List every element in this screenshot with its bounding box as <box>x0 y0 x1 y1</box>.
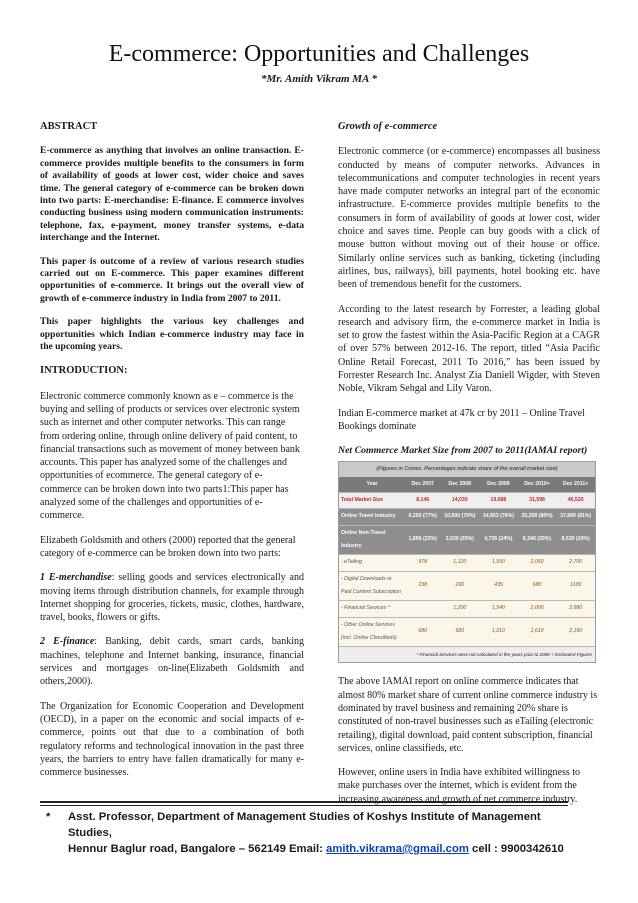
table-cell: 238 <box>405 571 440 601</box>
author-affiliation-footnote <box>46 809 586 857</box>
table-row <box>339 555 595 571</box>
address-text: Hennur Baglur road, Bangalore – 562149 Email: <box>68 843 327 855</box>
table-cell: 680 <box>405 617 440 647</box>
table-row <box>339 493 595 509</box>
paper-title: E-commerce: Opportunities and Challenges <box>108 41 530 67</box>
table-row <box>339 617 595 647</box>
table-header-cell: Year <box>339 477 405 493</box>
table-cell: 2,700 <box>556 555 595 571</box>
emerchandise-label: 1 E-merchandise <box>40 572 112 584</box>
table-cell: 2,050 <box>518 555 557 571</box>
footnote-star: * <box>46 811 51 823</box>
footer-rule-thin <box>40 805 568 806</box>
table-header-cell: Dec 2009 <box>479 477 518 493</box>
table-body <box>339 493 595 647</box>
right-column <box>338 120 600 817</box>
abstract-paragraph-1: E-commerce as anything that involves an online transaction. E-commerce provides multiple benefits to the consumers in form of availability of goods at lower cost, wider choice and saves time. The general category of e-commerce can be broken down into two parts: E-merchandise: E-finance. E commerce involves conducting business using modern communication instruments: telephone, fax, e-payment, money transfer systems, e-data interchange and the Internet. <box>40 145 304 244</box>
table-cell: 8,630 (19%) <box>556 525 595 555</box>
intro-paragraph-2: Elizabeth Goldsmith and others (2000) reported that the general category of e-commerce can be broken down into two parts: <box>40 534 296 559</box>
table-cell: 25,258 (80%) <box>518 509 557 525</box>
author-line: *Mr. Amith Vikram MA * <box>260 73 378 85</box>
table-cell: 14,953 (76%) <box>479 509 518 525</box>
table-cell: 1,540 <box>479 601 518 617</box>
table-row-label: - Other Online Services (incl. Online Classifieds) <box>339 617 405 647</box>
table-cell: 680 <box>518 571 557 601</box>
footer-rule-thick <box>40 801 568 803</box>
figure-note: * Financial Services were not calculated in the years prior to 2008 + Estimated Figures <box>339 647 595 662</box>
table-cell: 1,200 <box>440 601 479 617</box>
table-cell: 6,250 (77%) <box>405 509 440 525</box>
table-row-label: - Financial Services * <box>339 601 405 617</box>
intro-paragraph-efinance <box>40 635 304 688</box>
growth-paragraph-5: However, online users in India have exhibited willingness to make purchases over the internet, which is evident from the increasing awareness and growth of net commerce industry. <box>338 767 581 805</box>
table-cell: 2,000 <box>518 601 557 617</box>
table-row-label: - eTailing <box>339 555 405 571</box>
table-cell: 1,610 <box>518 617 557 647</box>
table-row-label: Online Travel Industry <box>339 509 405 525</box>
email-link[interactable]: amith.vikrama@gmail.com <box>326 843 469 855</box>
growth-paragraph-3: Indian E-commerce market at 47k cr by 2011 – Online Travel Bookings dominate <box>338 407 585 432</box>
market-size-figure <box>338 461 596 664</box>
table-cell: 1,120 <box>440 555 479 571</box>
table-cell: 14,030 <box>440 493 479 509</box>
table-row <box>339 509 595 525</box>
table-cell: 10,500 (75%) <box>440 509 479 525</box>
growth-paragraph-4: The above IAMAI report on online commerce indicates that almost 80% market share of current online commerce industry is dominated by travel business and remaining 20% share is constituted of non-travel businesses such as eTailing (electronic retailing), digital download, paid content subscription, financial services, online classifieds, etc. <box>338 676 598 754</box>
efinance-label: 2 E-finance <box>40 636 95 648</box>
table-cell: 6,340 (20%) <box>518 525 557 555</box>
table-cell <box>405 601 440 617</box>
table-cell: 978 <box>405 555 440 571</box>
table-cell: 19,688 <box>479 493 518 509</box>
figure-title: (Figures in Crores. Percentages indicate share of the overall market size) <box>339 462 595 477</box>
abstract-heading: ABSTRACT <box>40 121 98 132</box>
table-cell: 1,550 <box>479 555 518 571</box>
table-cell: 2,150 <box>556 617 595 647</box>
emerchandise-text: : selling goods and services electronically and moving items through distribution channels, for example through Internet shopping for groceries, tickets, music, clothes, hardware, travel, books, flowers or gifts. <box>40 572 305 624</box>
table-row-label: Online Non-Travel Industry <box>339 525 405 555</box>
figure-caption: Net Commerce Market Size from 2007 to 2011(IAMAI report) <box>338 445 588 457</box>
table-header-cell: Dec 2007 <box>405 477 440 493</box>
market-size-table <box>339 477 595 647</box>
table-cell: 1,210 <box>479 617 518 647</box>
efinance-text: : Banking, debit cards, smart cards, banking machines, telephone and Internet banking, insurance, financial services and mortgages on-line(Elizabeth Goldsmith and others,2000). <box>40 636 304 688</box>
table-cell: 3,530 (25%) <box>440 525 479 555</box>
table-cell: 4,735 (24%) <box>479 525 518 555</box>
introduction-heading: INTRODUCTION: <box>40 365 128 377</box>
growth-paragraph-2: According to the latest research by Forrester, a leading global research and advisory firm, the e-commerce market in India is set to grow the fastest within the Asia-Pacific Region at a CAGR of over 57% between 2012-16. The report, titled “Asia Pacific Online Retail Forecast, 2011 To 2016,” has been issued by Forrester Research Inc. Analyst Zia Daniell Wigder, with Steven Noble, Vikram Sehgal and Lily Varon. <box>338 303 600 395</box>
intro-paragraph-emerchandise <box>40 571 304 624</box>
table-cell: 1100 <box>556 571 595 601</box>
table-cell: 1,896 (23%) <box>405 525 440 555</box>
left-column <box>40 120 304 790</box>
cell-text: cell : 9900342610 <box>468 843 564 855</box>
table-cell: 31,598 <box>518 493 557 509</box>
table-cell: 435 <box>479 571 518 601</box>
growth-paragraph-1: Electronic commerce (or e-commerce) encompasses all business conducted by means of computer networks. Advances in telecommunications and computer technologies in recent years have made computer networks an integral part of the economic infrastructure. E-commerce provides multiple benefits to the consumers in form of availability of goods at lower cost, wider choice and saves time. People can buy goods with a click of mouse button without moving out of their house or office. Similarly online services such as banking, ticketing (including airlines, bus, railways), bill payments, hotel booking etc. have been of tremendous benefit for the customers. <box>338 146 600 291</box>
table-cell: 920 <box>440 617 479 647</box>
table-row <box>339 601 595 617</box>
abstract-paragraph-3: This paper highlights the various key challenges and opportunities which Indian e-commerce industry may face in the upcoming years. <box>40 316 304 352</box>
table-row-label: - Digital Downloads or Paid Content Subscription <box>339 571 405 601</box>
table-cell: 290 <box>440 571 479 601</box>
table-cell: 8,146 <box>405 493 440 509</box>
table-row-label: Total Market Size <box>339 493 405 509</box>
table-row <box>339 571 595 601</box>
table-header-cell: Dec 2010+ <box>518 477 557 493</box>
table-header-cell: Dec 2008 <box>440 477 479 493</box>
intro-paragraph-1: Electronic commerce commonly known as e – commerce is the buying and selling of products or services over electronic system such as internet and other computer networks. This can range from ordering online, through online delivery of paid content, to financial transactions such as movement of money between bank accounts. This paper has analyzed some of the challenges and opportunities of ecommerce. The general category of e-commerce can be broken down into two parts1:This paper has analyzed some of the challenges and opportunities of e-commerce. <box>40 390 300 522</box>
table-cell: 2,680 <box>556 601 595 617</box>
table-cell: 37,890 (81%) <box>556 509 595 525</box>
abstract-paragraph-2: This paper is outcome of a review of various research studies carried out on E-commerce. This paper examines different opportunities of e-commerce. It brings out the overall view of growth of e-commerce industry in India from 2007 to 2011. <box>40 255 304 304</box>
table-row <box>339 525 595 555</box>
footnote-line-1: Asst. Professor, Department of Management Studies of Koshys Institute of Management Studies, <box>68 811 541 839</box>
table-cell: 46,520 <box>556 493 595 509</box>
table-header-row <box>339 477 595 493</box>
growth-heading: Growth of e-commerce <box>338 121 438 132</box>
intro-paragraph-oecd: The Organization for Economic Cooperation and Development (OECD), in a paper on the economic and social impacts of e-commerce, points out that due to a combination of both regulatory reforms and technological innovation in the past three years, the barriers to entry have fallen dramatically for many e-commerce businesses. <box>40 700 304 779</box>
footnote-line-2 <box>68 841 586 857</box>
table-header-cell: Dec 2011+ <box>556 477 595 493</box>
